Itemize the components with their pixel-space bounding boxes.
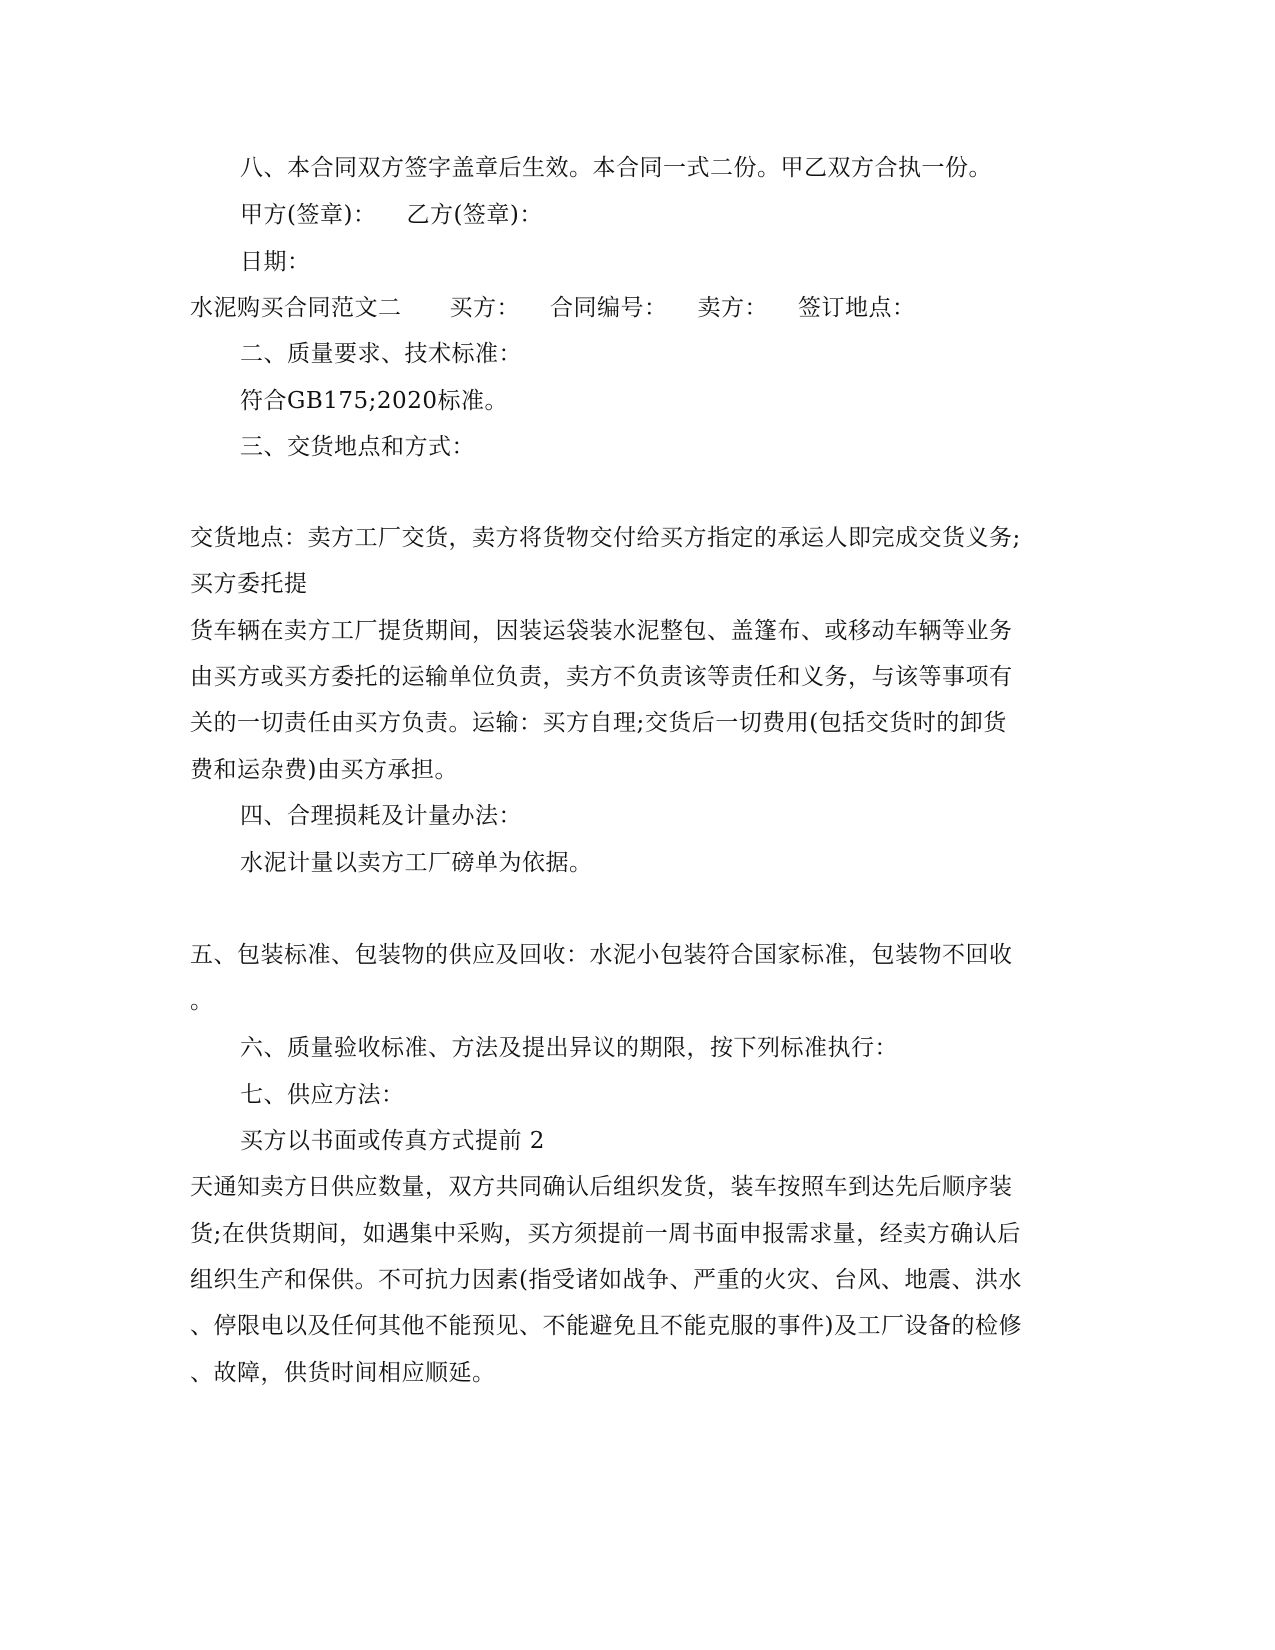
contract-no-label: 合同编号： <box>550 295 668 321</box>
section7-line: 货;在供货期间，如遇集中采购，买方须提前一周书面申报需求量，经卖方确认后 <box>190 1221 1021 1247</box>
contract2-title: 水泥购买合同范文二 <box>190 295 402 321</box>
section4-heading: 四、合理损耗及计量办法： <box>240 803 522 829</box>
section3-line: 由买方或买方委托的运输单位负责，卖方不负责该等责任和义务，与该等事项有 <box>190 664 1013 690</box>
section3-line: 交货地点：卖方工厂交货，卖方将货物交付给买方指定的承运人即完成交货义务; <box>190 525 1021 551</box>
section7-line: 天通知卖方日供应数量，双方共同确认后组织发货，装车按照车到达先后顺序装 <box>190 1174 1013 1200</box>
section7-heading: 七、供应方法： <box>240 1082 405 1108</box>
section8-text: 八、本合同双方签字盖章后生效。本合同一式二份。甲乙双方合执一份。 <box>240 155 992 181</box>
section7-line: 买方以书面或传真方式提前 2 <box>240 1128 545 1154</box>
date-label: 日期： <box>240 249 311 275</box>
section7-line: 、故障，供货时间相应顺延。 <box>190 1360 496 1386</box>
party-b-sign-label: 乙方(签章)： <box>406 202 543 228</box>
section5-line: 五、包装标准、包装物的供应及回收：水泥小包装符合国家标准，包装物不回收 <box>190 942 1013 968</box>
section2-text: 符合GB175;2020标准。 <box>240 388 508 414</box>
section2-heading: 二、质量要求、技术标准： <box>240 341 522 367</box>
section3-line: 买方委托提 <box>190 571 308 597</box>
section4-text: 水泥计量以卖方工厂磅单为依据。 <box>240 850 593 876</box>
section3-line: 货车辆在卖方工厂提货期间，因装运袋装水泥整包、盖篷布、或移动车辆等业务 <box>190 618 1013 644</box>
signature-line <box>240 200 543 230</box>
section3-heading: 三、交货地点和方式： <box>240 434 475 460</box>
contract2-header <box>190 293 916 323</box>
party-a-sign-label: 甲方(签章)： <box>240 202 377 228</box>
signing-place-label: 签订地点： <box>798 295 916 321</box>
section7-line: 、停限电以及任何其他不能预见、不能避免且不能克服的事件)及工厂设备的检修 <box>190 1313 1022 1339</box>
section3-line: 费和运杂费)由买方承担。 <box>190 757 458 783</box>
seller-label: 卖方： <box>697 295 768 321</box>
section6-text: 六、质量验收标准、方法及提出异议的期限，按下列标准执行： <box>240 1035 898 1061</box>
section7-line: 组织生产和保供。不可抗力因素(指受诸如战争、严重的火灾、台风、地震、洪水 <box>190 1267 1022 1293</box>
buyer-label: 买方： <box>449 295 520 321</box>
section3-line: 关的一切责任由买方负责。运输：买方自理;交货后一切费用(包括交货时的卸货 <box>190 710 1007 736</box>
section5-line: 。 <box>190 988 214 1014</box>
